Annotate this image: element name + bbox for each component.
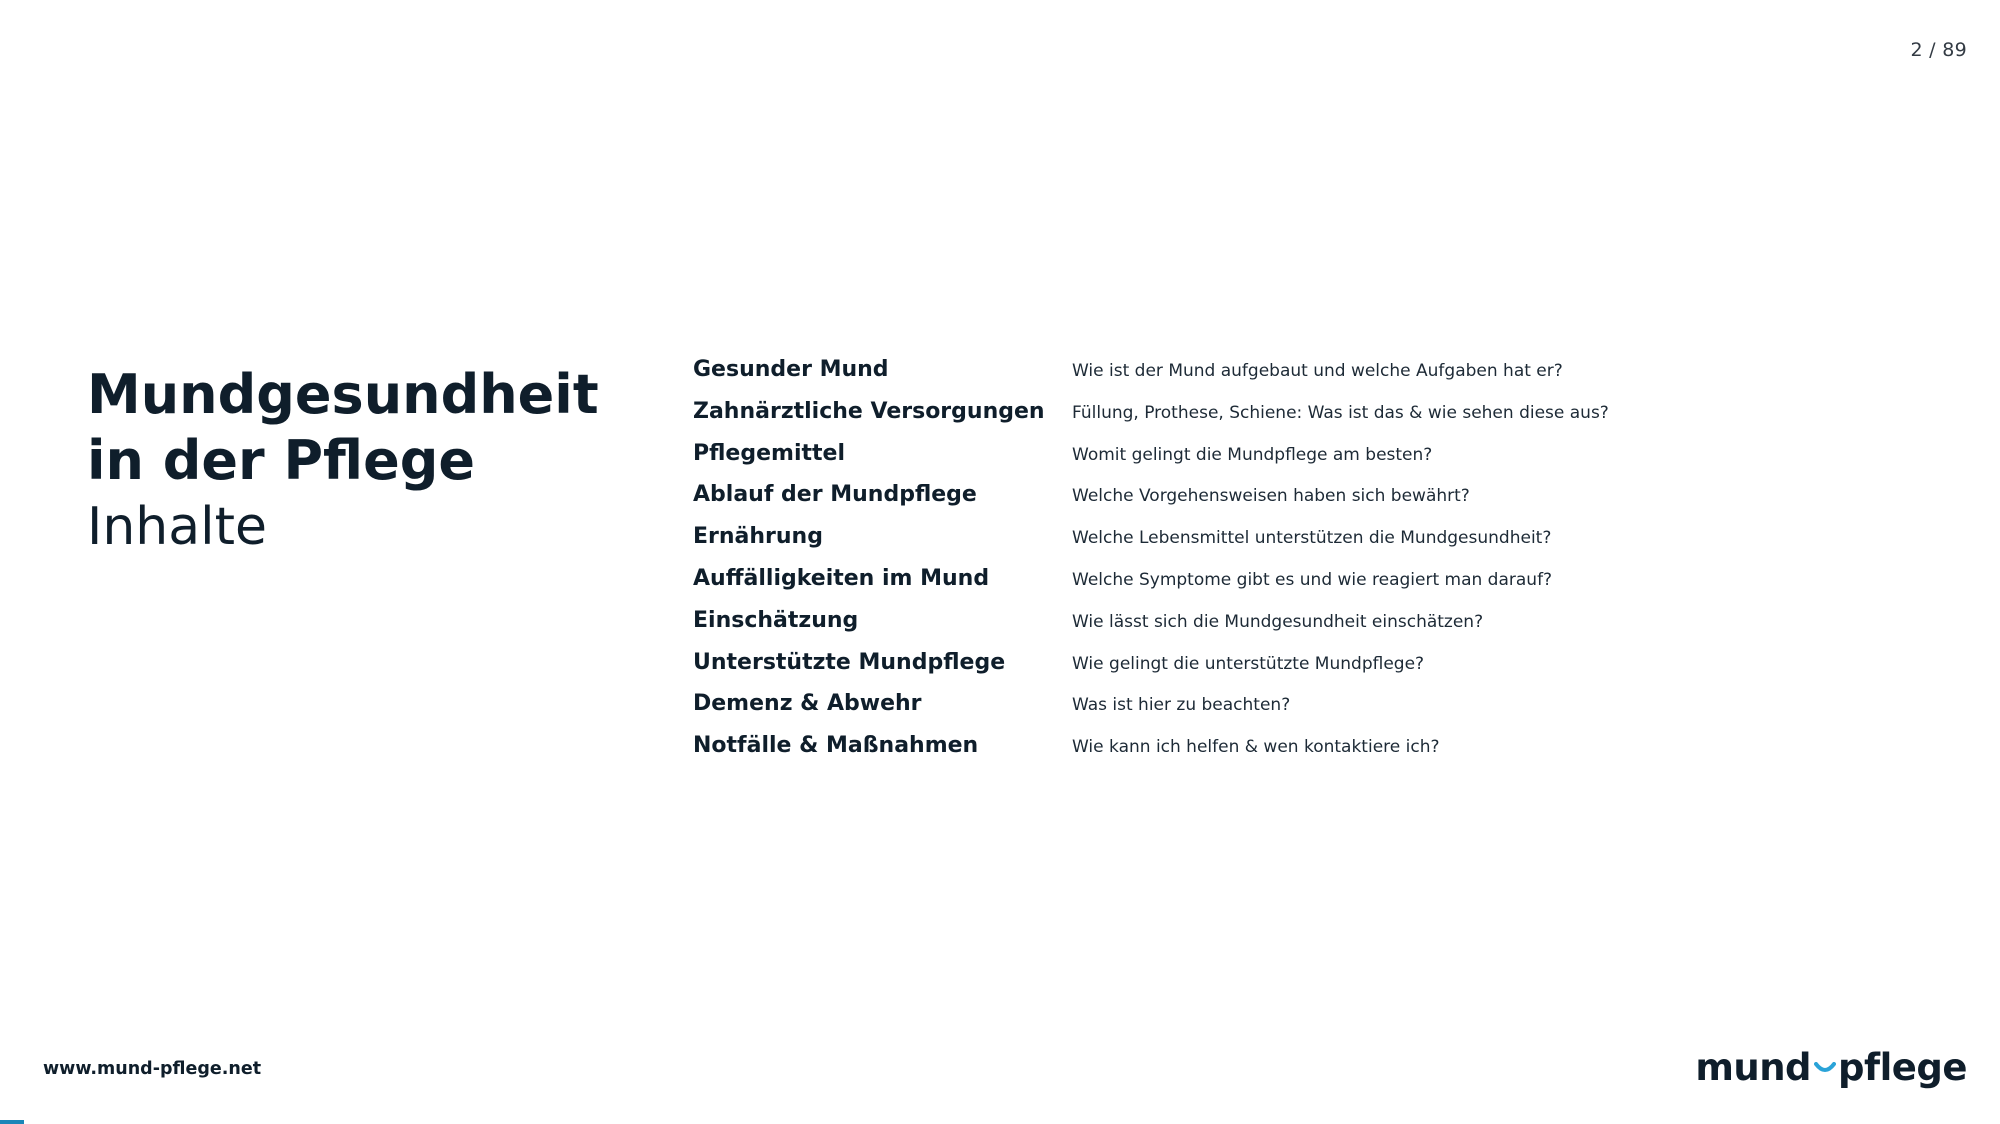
- toc-row[interactable]: [693, 691, 1893, 733]
- toc-topic: Notfälle & Maßnahmen: [693, 733, 979, 759]
- toc-row[interactable]: [693, 441, 1893, 483]
- toc-row[interactable]: [693, 733, 1893, 775]
- slide-title: [87, 362, 647, 560]
- title-line-1: Mundgesundheit: [87, 363, 599, 426]
- toc-row[interactable]: [693, 524, 1893, 566]
- logo-text-left: mund: [1695, 1046, 1812, 1089]
- toc-row[interactable]: [693, 566, 1893, 608]
- toc-topic: Auffälligkeiten im Mund: [693, 565, 990, 591]
- title-subtitle: Inhalte: [87, 497, 267, 557]
- toc-question: Wie ist der Mund aufgebaut und welche Aufgaben hat er?: [1072, 361, 1563, 381]
- toc-topic: Ernährung: [693, 524, 823, 550]
- toc-question: Womit gelingt die Mundpflege am besten?: [1072, 444, 1433, 465]
- footer-website-link[interactable]: www.mund-pflege.net: [43, 1059, 262, 1079]
- smile-icon: [1814, 1040, 1836, 1052]
- toc-topic: Pflegemittel: [693, 440, 845, 466]
- toc-row[interactable]: [693, 482, 1893, 524]
- toc-row[interactable]: [693, 357, 1893, 399]
- toc-topic: Unterstützte Mundpflege: [693, 649, 1006, 675]
- toc-question: Wie kann ich helfen & wen kontaktiere ich?: [1072, 737, 1440, 758]
- toc-question: Wie lässt sich die Mundgesundheit einschätzen?: [1072, 611, 1484, 632]
- table-of-contents: [693, 357, 1893, 775]
- toc-topic: Demenz & Abwehr: [693, 691, 922, 717]
- page-counter: 2 / 89: [1910, 39, 1967, 61]
- toc-question: Welche Symptome gibt es und wie reagiert man darauf?: [1072, 569, 1553, 590]
- mund-pflege-logo: [1695, 1046, 1967, 1089]
- toc-topic: Ablauf der Mundpflege: [693, 482, 977, 508]
- toc-topic: Gesunder Mund: [693, 357, 889, 382]
- toc-topic: Zahnärztliche Versorgungen: [693, 398, 1045, 424]
- toc-row[interactable]: [693, 608, 1893, 650]
- title-line-2: in der Pflege: [87, 429, 475, 492]
- toc-row[interactable]: [693, 650, 1893, 692]
- toc-topic: Einschätzung: [693, 607, 859, 633]
- toc-question: Wie gelingt die unterstützte Mundpflege?: [1072, 653, 1425, 674]
- toc-question: Welche Lebensmittel unterstützen die Mundgesundheit?: [1072, 528, 1552, 549]
- toc-question: Was ist hier zu beachten?: [1072, 695, 1291, 716]
- toc-row[interactable]: [693, 399, 1893, 441]
- logo-text-right: pflege: [1838, 1046, 1967, 1089]
- toc-question: Füllung, Prothese, Schiene: Was ist das & wie sehen diese aus?: [1072, 402, 1609, 423]
- toc-question: Welche Vorgehensweisen haben sich bewährt?: [1072, 486, 1470, 507]
- accent-bar: [0, 1120, 24, 1124]
